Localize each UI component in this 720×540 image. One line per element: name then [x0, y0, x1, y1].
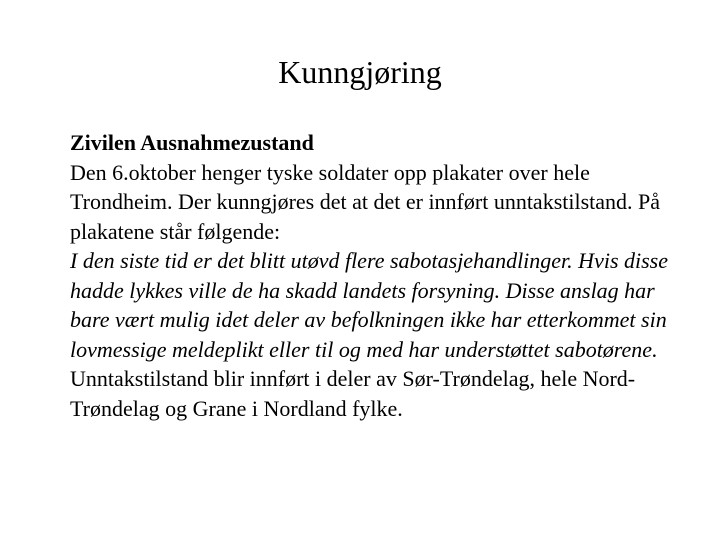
body-heading: Zivilen Ausnahmezustand [70, 130, 314, 155]
body-intro-paragraph: Den 6.oktober henger tyske soldater opp plakater over hele Trondheim. Der kunngjøres det at det er innført unntakstilstand. På plakatene står følgende: [70, 159, 661, 244]
slide-body [70, 128, 690, 423]
page-title: Kunngjøring [278, 54, 442, 90]
body-conclusion-paragraph: Unntakstilstand blir innført i deler av Sør-Trøndelag, hele Nord-Trøndelag og Grane i Nordland fylke. [70, 366, 636, 421]
body-quote-paragraph: I den siste tid er det blitt utøvd flere sabotasjehandlinger. Hvis disse hadde lykkes ville de ha skadd landets forsyning. Disse anslag har bare vært mulig idet deler av befolkningen ikke har etterkommet sin lovmessige meldeplikt eller til og med har understøttet sabotørene. [70, 248, 669, 362]
